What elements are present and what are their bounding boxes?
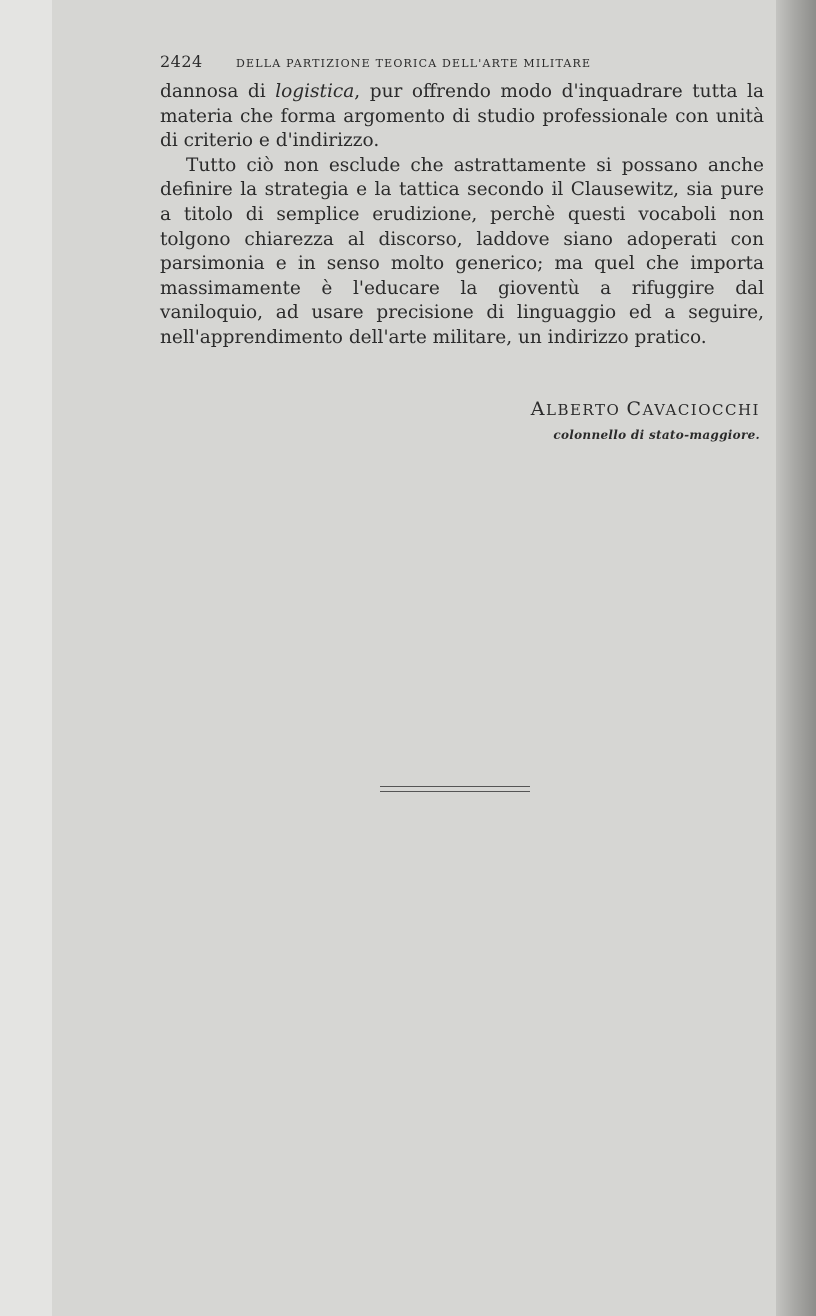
paragraph-1-start: dannosa di	[160, 81, 276, 102]
signature-block	[420, 398, 760, 442]
running-header	[160, 52, 760, 71]
page-number: 2424	[160, 52, 203, 71]
author-first-rest: LBERTO	[545, 401, 621, 419]
body-text	[160, 80, 764, 351]
paragraph-1-italic-term: logistica	[275, 81, 355, 102]
paragraph-1	[160, 80, 764, 154]
book-spine-shadow	[776, 0, 816, 1316]
author-name	[420, 398, 760, 420]
running-title: DELLA PARTIZIONE TEORICA DELL'ARTE MILITARE	[236, 57, 592, 70]
author-rank: colonnello di stato-maggiore.	[553, 428, 760, 442]
author-first-initial: A	[530, 398, 546, 420]
paragraph-1-rest: , pur offrendo modo d'inquadrare tutta la materia che forma argomento di studio professionale con unità di criterio e d'indirizzo.	[160, 81, 764, 152]
end-rule-divider	[380, 786, 530, 792]
author-last-initial: C	[626, 398, 643, 420]
left-margin	[0, 0, 52, 1316]
author-last-rest: AVACIOCCHI	[642, 401, 760, 419]
paragraph-2: Tutto ciò non esclude che astrattamente si possano anche definire la strategia e la tattica secondo il Clausewitz, sia pure a titolo di semplice erudizione, perchè questi vocaboli non tolgono chiarezza al discorso, laddove siano adoperati con parsimonia e in senso molto generico; ma quel che importa massimamente è l'educare la gioventù a rifuggire dal vaniloquio, ad usare precisione di linguaggio ed a seguire, nell'apprendimento dell'arte militare, un indirizzo pratico.	[160, 154, 764, 348]
